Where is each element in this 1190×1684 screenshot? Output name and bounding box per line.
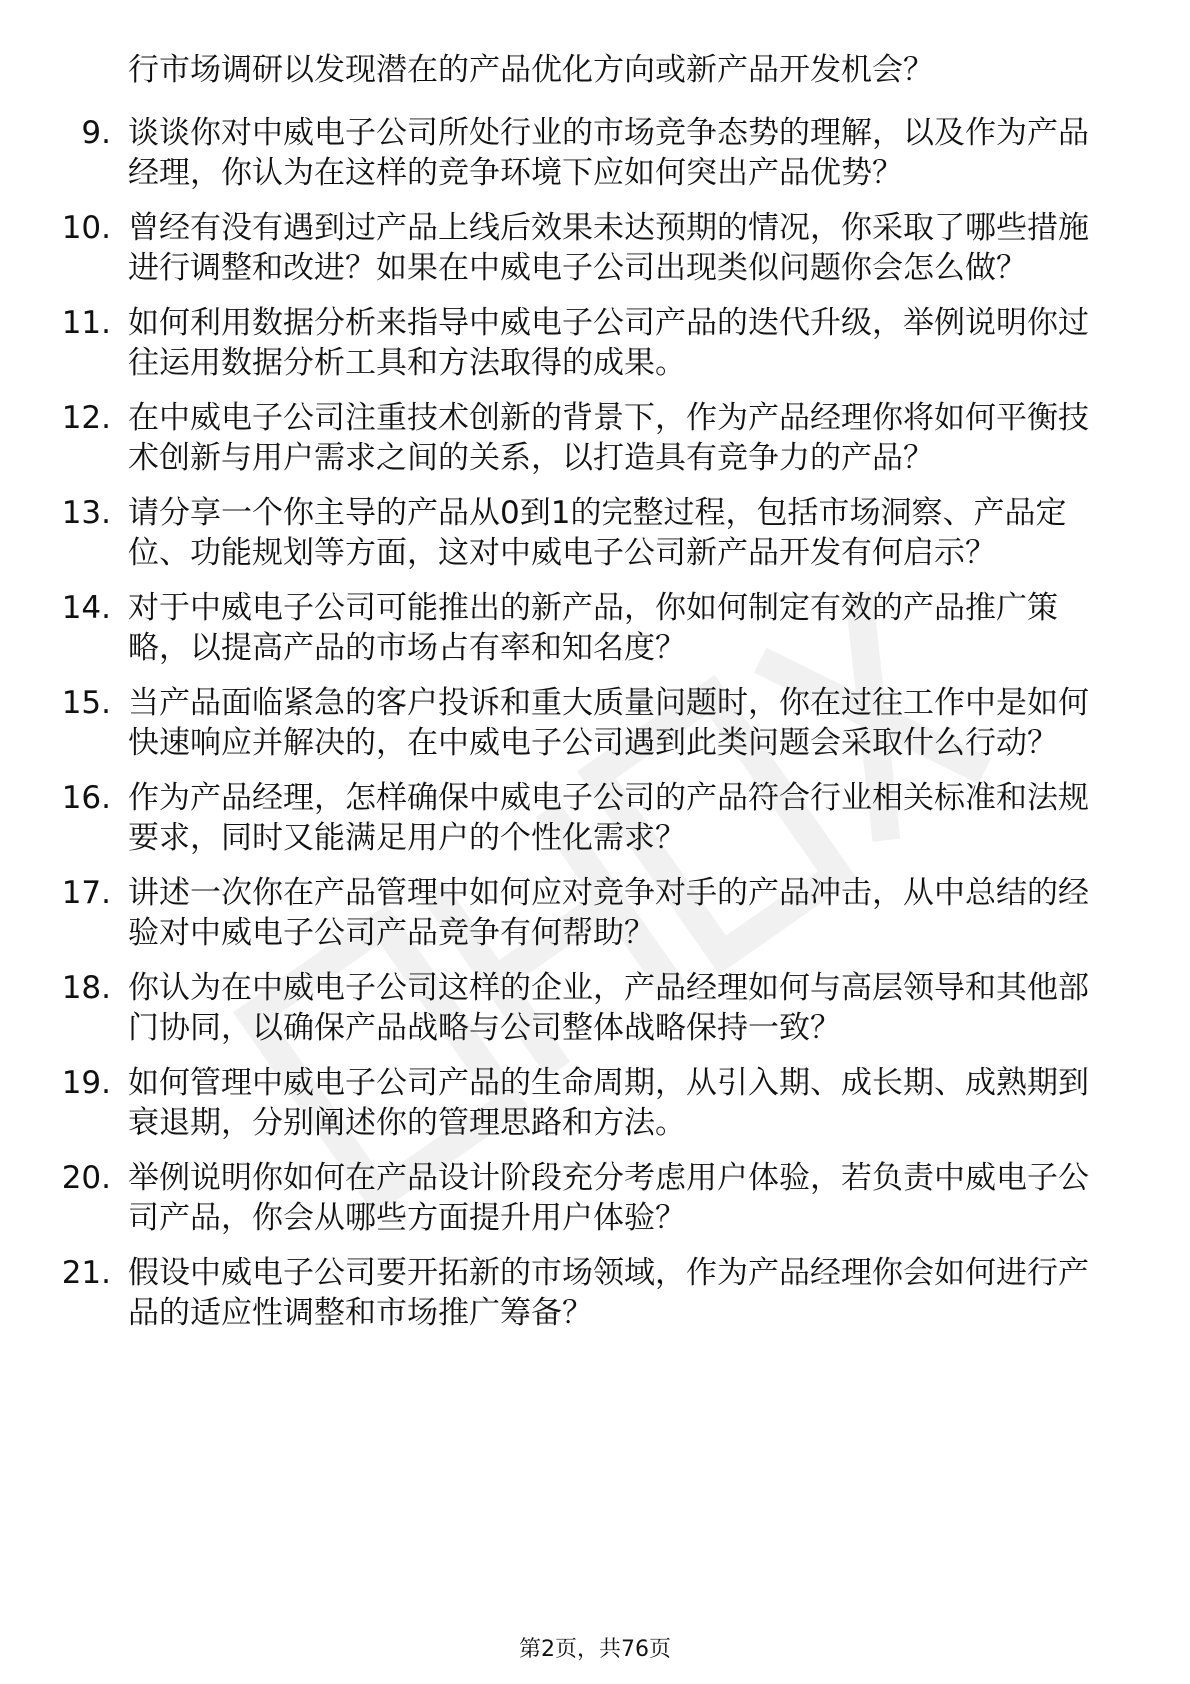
question-number: 14.	[61, 590, 111, 626]
list-item	[0, 588, 1114, 668]
question-text: 如何利用数据分析来指导中威电子公司产品的迭代升级，举例说明你过往运用数据分析工具和方法取得的成果。	[128, 305, 1089, 381]
list-item	[0, 493, 1114, 573]
question-text: 讲述一次你在产品管理中如何应对竞争对手的产品冲击，从中总结的经验对中威电子公司产品竞争有何帮助？	[128, 875, 1089, 951]
question-number: 20.	[61, 1160, 111, 1196]
question-number: 16.	[61, 780, 111, 816]
question-number: 9.	[81, 115, 111, 151]
question-number: 13.	[61, 495, 111, 531]
question-number: 15.	[61, 685, 111, 721]
question-number: 18.	[61, 970, 111, 1006]
list-item	[0, 398, 1114, 478]
question-text: 谈谈你对中威电子公司所处行业的市场竞争态势的理解，以及作为产品经理，你认为在这样的竞争环境下应如何突出产品优势？	[128, 115, 1089, 191]
question-number: 19.	[61, 1065, 111, 1101]
question-text: 曾经有没有遇到过产品上线后效果未达预期的情况，你采取了哪些措施进行调整和改进？如果在中威电子公司出现类似问题你会怎么做？	[128, 210, 1089, 286]
list-item	[0, 1063, 1114, 1143]
question-text: 如何管理中威电子公司产品的生命周期，从引入期、成长期、成熟期到衰退期，分别阐述你的管理思路和方法。	[128, 1065, 1089, 1141]
list-item	[0, 208, 1114, 288]
page-number: 第2页，共76页	[519, 1637, 671, 1662]
question-text: 假设中威电子公司要开拓新的市场领域，作为产品经理你会如何进行产品的适应性调整和市场推广筹备？	[128, 1255, 1089, 1331]
question-number: 21.	[61, 1255, 111, 1291]
question-text: 你认为在中威电子公司这样的企业，产品经理如何与高层领导和其他部门协同，以确保产品战略与公司整体战略保持一致？	[128, 970, 1089, 1046]
question-text: 作为产品经理，怎样确保中威电子公司的产品符合行业相关标准和法规要求，同时又能满足用户的个性化需求？	[128, 780, 1089, 856]
list-item	[0, 113, 1114, 193]
question-text: 举例说明你如何在产品设计阶段充分考虑用户体验，若负责中威电子公司产品，你会从哪些方面提升用户体验？	[128, 1160, 1089, 1236]
question-list	[0, 113, 1190, 1348]
question-text: 请分享一个你主导的产品从0到1的完整过程，包括市场洞察、产品定位、功能规划等方面，这对中威电子公司新产品开发有何启示？	[128, 495, 1067, 571]
continued-question-text: 行市场调研以发现潜在的产品优化方向或新产品开发机会？	[128, 52, 934, 88]
question-text: 在中威电子公司注重技术创新的背景下，作为产品经理你将如何平衡技术创新与用户需求之间的关系，以打造具有竞争力的产品？	[128, 400, 1089, 476]
list-item	[0, 1253, 1114, 1333]
list-item	[0, 778, 1114, 858]
list-item	[0, 303, 1114, 383]
list-item	[0, 1158, 1114, 1238]
list-item	[0, 873, 1114, 953]
list-item	[0, 968, 1114, 1048]
question-number: 12.	[61, 400, 111, 436]
question-number: 17.	[61, 875, 111, 911]
question-number: 11.	[61, 305, 111, 341]
list-item	[0, 683, 1114, 763]
question-text: 当产品面临紧急的客户投诉和重大质量问题时，你在过往工作中是如何快速响应并解决的，在中威电子公司遇到此类问题会采取什么行动？	[128, 685, 1089, 761]
question-text: 对于中威电子公司可能推出的新产品，你如何制定有效的产品推广策略，以提高产品的市场占有率和知名度？	[128, 590, 1058, 666]
question-number: 10.	[61, 210, 111, 246]
